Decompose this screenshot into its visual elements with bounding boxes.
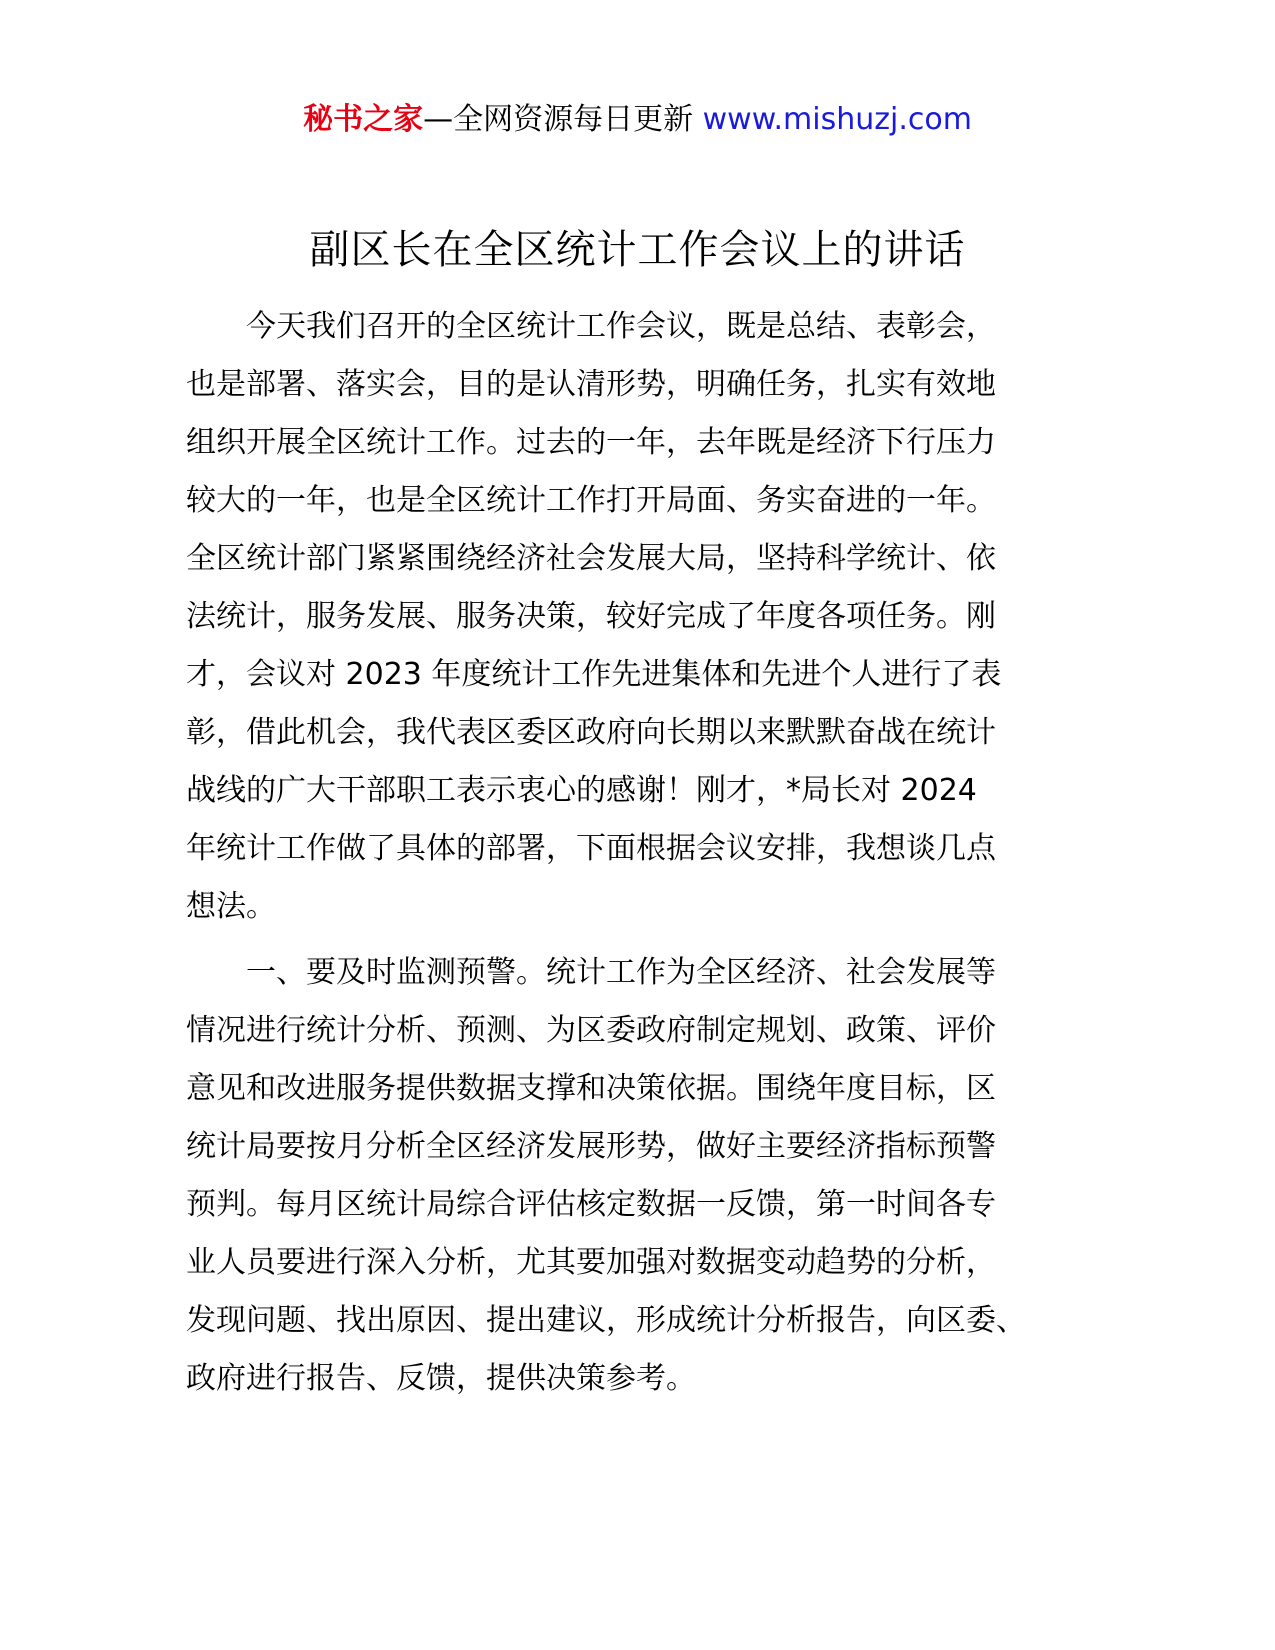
site-brand: 秘书之家 bbox=[303, 102, 424, 137]
text-line: 也是部署、落实会，目的是认清形势，明确任务，扎实有效地 bbox=[186, 367, 996, 402]
text-line: 情况进行统计分析、预测、为区委政府制定规划、政策、评价 bbox=[186, 1013, 996, 1048]
paragraph-intro bbox=[186, 298, 1106, 936]
text-line: 彰，借此机会，我代表区委区政府向长期以来默默奋战在统计 bbox=[186, 715, 996, 750]
text-line: 意见和改进服务提供数据支撑和决策依据。围绕年度目标，区 bbox=[186, 1071, 996, 1106]
document-body bbox=[186, 298, 1106, 1408]
text-line: 才，会议对 2023 年度统计工作先进集体和先进个人进行了表 bbox=[186, 657, 1002, 692]
text-line: 想法。 bbox=[186, 889, 276, 924]
text-line: 战线的广大干部职工表示衷心的感谢！刚才，*局长对 2024 bbox=[186, 773, 977, 808]
text-line: 组织开展全区统计工作。过去的一年，去年既是经济下行压力 bbox=[186, 425, 996, 460]
site-tagline: —全网资源每日更新 bbox=[423, 102, 694, 137]
text-line: 统计局要按月分析全区经济发展形势，做好主要经济指标预警 bbox=[186, 1129, 996, 1164]
paragraph-section-one bbox=[186, 944, 1106, 1408]
site-url-link[interactable]: www.mishuzj.com bbox=[702, 102, 972, 137]
text-line: 全区统计部门紧紧围绕经济社会发展大局，坚持科学统计、依 bbox=[186, 541, 996, 576]
text-line: 法统计，服务发展、服务决策，较好完成了年度各项任务。刚 bbox=[186, 599, 996, 634]
text-line: 政府进行报告、反馈，提供决策参考。 bbox=[186, 1361, 696, 1396]
text-line: 较大的一年，也是全区统计工作打开局面、务实奋进的一年。 bbox=[186, 483, 996, 518]
text-line: 年统计工作做了具体的部署，下面根据会议安排，我想谈几点 bbox=[186, 831, 996, 866]
text-line: 业人员要进行深入分析，尤其要加强对数据变动趋势的分析， bbox=[186, 1245, 996, 1280]
text-line: 预判。每月区统计局综合评估核定数据一反馈，第一时间各专 bbox=[186, 1187, 996, 1222]
text-line: 今天我们召开的全区统计工作会议，既是总结、表彰会， bbox=[186, 309, 996, 344]
site-header bbox=[0, 100, 1275, 140]
text-line: 发现问题、找出原因、提出建议，形成统计分析报告，向区委、 bbox=[186, 1303, 1026, 1338]
text-line: 一、要及时监测预警。统计工作为全区经济、社会发展等 bbox=[186, 955, 996, 990]
document-title: 副区长在全区统计工作会议上的讲话 bbox=[309, 227, 966, 273]
